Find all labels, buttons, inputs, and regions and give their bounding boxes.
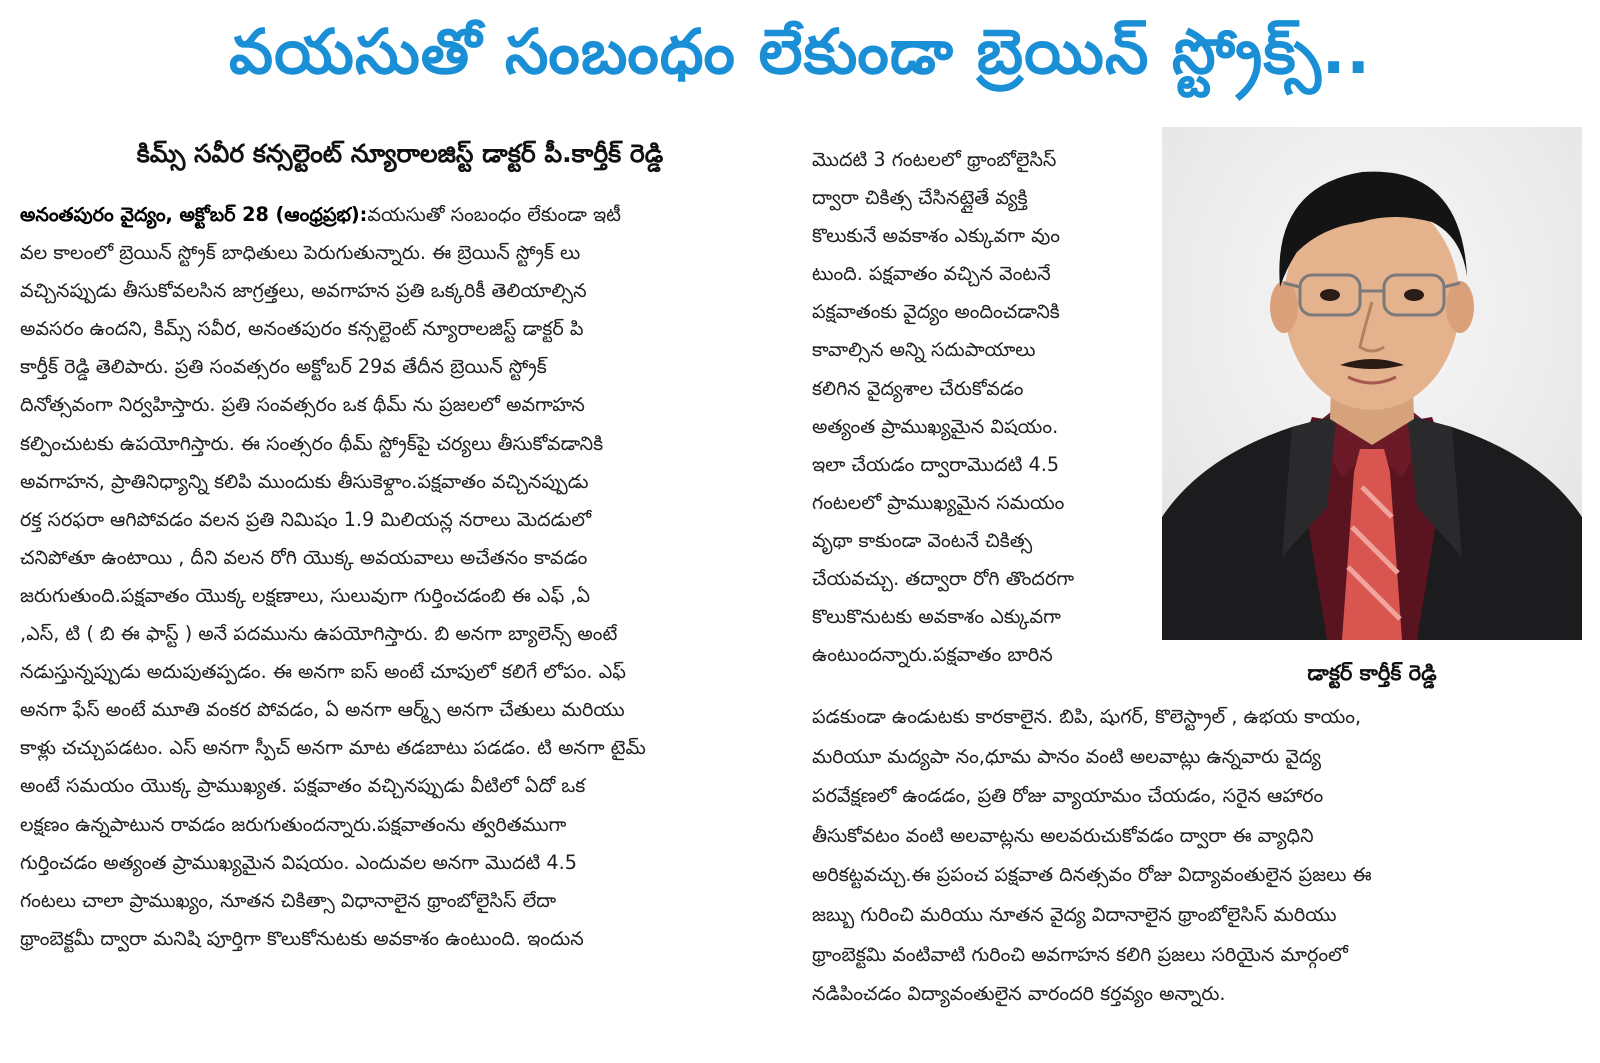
left-column	[20, 196, 775, 958]
headline: వయసుతో సంబంధం లేకుండా బ్రెయిన్ స్ట్రోక్స్..	[229, 15, 1371, 88]
text-line: వృథా కాకుండా వెంటనే చికిత్స	[812, 528, 1033, 552]
doctor-portrait-illustration	[1162, 127, 1582, 640]
text-line: ద్వారా చికిత్స చేసినట్లైతే వ్యక్తి	[812, 186, 1028, 210]
wide-column	[812, 697, 1584, 1014]
text-line: అత్యంత ప్రాముఖ్యమైన విషయం.	[812, 414, 1059, 438]
text-line-content: వయసుతో సంబంధం లేకుండా ఇటీ	[367, 203, 621, 226]
text-line: పడకుండా ఉండుటకు కారకాలైన. బిపి, షుగర్, కొలెస్ట్రాల్ , ఉభయ కాయం,	[812, 705, 1362, 728]
text-line: గంటలు చాలా ప్రాముఖ్యం, నూతన చికిత్సా విధానాలైన థ్రాంబోలైసిస్ లేదా	[20, 888, 557, 912]
text-line: అవగాహన, ప్రాతినిధ్యాన్ని కలిపి ముందుకు తీసుకెళ్దాం.పక్షవాతం వచ్చినప్పుడు	[20, 469, 589, 493]
text-line: అంటే సమయం యొక్క ప్రాముఖ్యత. పక్షవాతం వచ్చినప్పుడు వీటిలో ఏదో ఒక	[20, 774, 586, 798]
doctor-photo	[1162, 127, 1582, 640]
text-line: కొలుకునే అవకాశం ఎక్కువగా వుం	[812, 224, 1060, 248]
text-line: నడిపించడం విద్యావంతులైన వారందరి కర్తవ్యం అన్నారు.	[812, 982, 1226, 1006]
text-line: పక్షవాతంకు వైద్యం అందించడానికి	[812, 300, 1060, 324]
text-line: మరియూ మద్యపా నం,ధూమ పానం వంటి అలవాట్లు ఉన్నవారు వైద్య	[812, 744, 1322, 768]
photo-caption: డాక్టర్ కార్తీక్ రెడ్డి	[1307, 661, 1437, 685]
text-line: జబ్బు గురించి మరియు నూతన వైద్య విదానాలైన థ్రాంబోలైసిస్ మరియు	[812, 902, 1337, 926]
text-line: మొదటి 3 గంటలలో థ్రాంబోలైసిస్	[812, 148, 1057, 171]
text-line: జరుగుతుంది.పక్షవాతం యొక్క లక్షణాలు, సులువుగా గుర్తించడంబి ఈ ఎఫ్ ,ఏ	[20, 583, 591, 607]
text-line: ,ఎస్, టి ( బి ఈ ఫాస్ట్ ) అనే పదమును ఉపయోగిస్తారు. బి అనగా బ్యాలెన్స్ అంటే	[20, 622, 618, 646]
text-line: గంటలలో ప్రాముఖ్యమైన సమయం	[812, 490, 1065, 514]
text-line: దినోత్సవంగా నిర్వహిస్తారు. ప్రతి సంవత్సరం ఒక థీమ్ ను ప్రజలలో అవగాహన	[20, 393, 585, 417]
text-line: ఇలా చేయడం ద్వారామొదటి 4.5	[812, 452, 1060, 476]
text-line: నడుస్తున్నప్పుడు అదుపుతప్పడం. ఈ అనగా ఐస్ అంటే చూపులో కలిగే లోపం. ఎఫ్	[20, 660, 626, 684]
text-line: ఉంటుందన్నారు.పక్షవాతం బారిన	[812, 643, 1053, 667]
text-line: అనగా ఫేస్ అంటే మూతి వంకర పోవడం, ఏ అనగా ఆర్మ్స్ అనగా చేతులు మరియు	[20, 698, 625, 722]
text-line: అరికట్టవచ్చు.ఈ ప్రపంచ పక్షవాత దినత్సవం రోజు విద్యావంతులైన ప్రజలు ఈ	[812, 863, 1372, 887]
text-line: కార్తీక్ రెడ్డి తెలిపారు. ప్రతి సంవత్సరం అక్టోబర్ 29వ తేదీన బ్రెయిన్ స్ట్రోక్	[20, 355, 547, 379]
text-line: గుర్తించడం అత్యంత ప్రాముఖ్యమైన విషయం. ఎందువల అనగా మొదటి 4.5	[20, 850, 577, 874]
text-line: పరవేక్షణలో ఉండడం, ప్రతి రోజు వ్యాయామం చేయడం, సరైన ఆహారం	[812, 784, 1324, 808]
text-line: థ్రాంబెక్టమీ ద్వారా మనిషి పూర్తిగా కొలుకోనుటకు అవకాశం ఉంటుంది. ఇందున	[20, 926, 584, 950]
text-line: కాళ్లు చచ్చుపడటం. ఎస్ అనగా స్పీచ్ అనగా మాట తడబాటు పడడం. టి అనగా టైమ్	[20, 736, 646, 760]
text-line: రక్త సరఫరా ఆగిపోవడం వలన ప్రతి నిమిషం 1.9 మిలియన్ల నరాలు మెదడులో	[20, 507, 592, 531]
text-line: తీసుకోవటం వంటి అలవాట్లను అలవరుచుకోవడం ద్వారా ఈ వ్యాధిని	[812, 823, 1314, 847]
text-line: కలిగిన వైద్యశాల చేరుకోవడం	[812, 376, 1024, 400]
text-line: వల కాలంలో బ్రెయిన్ స్ట్రోక్ బాధితులు పెరుగుతున్నారు. ఈ బ్రెయిన్ స్ట్రోక్ లు	[20, 241, 581, 265]
text-line: టుంది. పక్షవాతం వచ్చిన వెంటనే	[812, 262, 1051, 286]
text-line: కల్పించుటకు ఉపయోగిస్తారు. ఈ సంత్సరం థీమ్ స్ట్రోక్‌పై చర్యలు తీసుకోవడానికి	[20, 431, 604, 455]
text-line: అవసరం ఉందని, కిమ్స్ సవీర, అనంతపురం కన్సల్టెంట్ న్యూరాలజిస్ట్ డాక్టర్ పి	[20, 317, 584, 341]
middle-column	[812, 141, 1147, 674]
text-line: చనిపోతూ ఉంటాయి , దీని వలన రోగి యొక్క అవయవాలు అచేతనం కావడం	[20, 545, 588, 569]
text-line: థ్రాంబెక్టమి వంటివాటి గురించి అవగాహన కలిగి ప్రజలు సరియైన మార్గంలో	[812, 942, 1348, 966]
text-line: కావాల్సిన అన్ని సదుపాయాలు	[812, 338, 1036, 362]
text-line: వచ్చినప్పుడు తీసుకోవలసిన జాగ్రత్తలు, అవగాహన ప్రతి ఒక్కరికీ తెలియాల్సిన	[20, 279, 587, 303]
text-line: లక్షణం ఉన్నపాటున రావడం జరుగుతుందన్నారు.పక్షవాతంను త్వరితముగా	[20, 812, 567, 836]
byline: కిమ్స్ సవీర కన్సల్టెంట్ న్యూరాలజిస్ట్ డాక్టర్ పీ.కార్తీక్ రెడ్డి	[136, 139, 664, 168]
text-line: కొలుకొనుటకు అవకాశం ఎక్కువగా	[812, 605, 1061, 629]
text-line	[20, 196, 775, 234]
dateline: అనంతపురం వైద్యం, అక్టోబర్ 28 (ఆంధ్రప్రభ):	[20, 203, 368, 226]
text-line: చేయవచ్చు. తద్వారా రోగి తొందరగా	[812, 567, 1075, 591]
